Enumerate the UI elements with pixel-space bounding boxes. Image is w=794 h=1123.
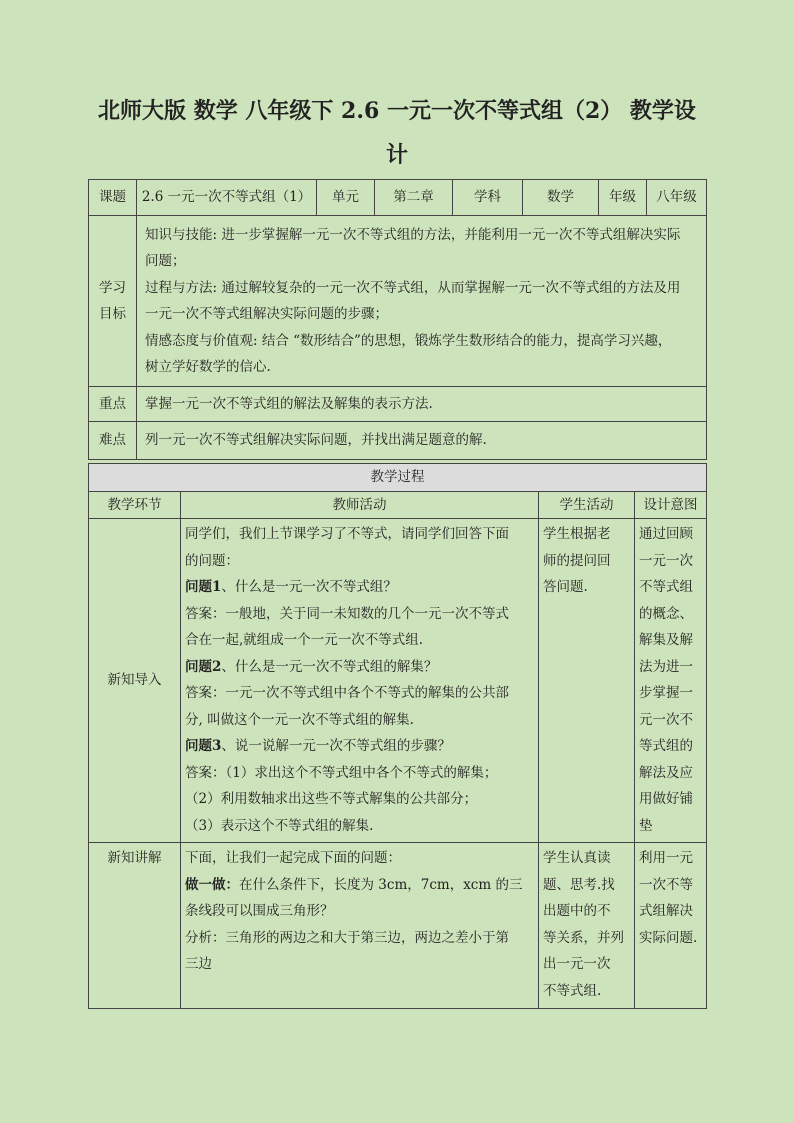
intro-intent: 通过回顾 一元一次 不等式组 的概念、 解集及解 法为进一 步掌握一 元一次不 等式组的 解法及应 用做好铺 垫 xyxy=(635,519,707,843)
unit-value: 第二章 xyxy=(375,180,453,216)
difficulty-row xyxy=(89,422,707,460)
grade-value: 八年级 xyxy=(647,180,707,216)
intro-row xyxy=(89,519,707,843)
column-student: 学生活动 xyxy=(539,491,635,519)
intro-teacher: 同学们，我们上节课学习了不等式，请同学们回答下面 的问题： 问题1、什么是一元一次不等式组？ 答案：一般地，关于同一未知数的几个一元一次不等式 合在一起,就组成一个一元一次不等式组. 问题2、什么是一元一次不等式组的解集？ 答案：一元一次不等式组中各个不等式的解集的公共部 分, 叫做这个一元一次不等式组的解集. 问题3、说一说解一元一次不等式组的步骤？ 答案：（1）求出这个不等式组中各个不等式的解集； （2）利用数轴求出这些不等式解集的公共部分； （3）表示这个不等式组的解集. xyxy=(181,519,539,843)
info-row xyxy=(89,180,707,216)
lecture-student: 学生认真读 题、思考.找 出题中的不 等关系，并列 出一元一次 不等式组. xyxy=(539,843,635,1009)
lecture-intent: 利用一元 一次不等 式组解决 实际问题. xyxy=(635,843,707,1009)
grade-label: 年级 xyxy=(599,180,647,216)
goals-label: 学习 目标 xyxy=(89,216,137,387)
difficulty-label: 难点 xyxy=(89,422,137,460)
column-intent: 设计意图 xyxy=(635,491,707,519)
key-point-text: 掌握一元一次不等式组的解法及解集的表示方法. xyxy=(137,387,707,422)
difficulty-text: 列一元一次不等式组解决实际问题，并找出满足题意的解. xyxy=(137,422,707,460)
lesson-info-table xyxy=(88,179,707,460)
process-header: 教学过程 xyxy=(89,464,707,492)
subject-value: 数学 xyxy=(523,180,599,216)
subject-label: 学科 xyxy=(453,180,523,216)
goals-text: 知识与技能: 进一步掌握解一元一次不等式组的方法，并能利用一元一次不等式组解决实际 问题； 过程与方法: 通过解较复杂的一元一次不等式组，从而掌握解一元一次不等式组的方法及用 一元一次不等式组解决实际问题的步骤； 情感态度与价值观: 结合 “数形结合”的思想，锻炼学生数形结合的能力，提高学习兴趣， 树立学好数学的信心. xyxy=(137,216,707,387)
lecture-stage: 新知讲解 xyxy=(89,843,181,1009)
teaching-process-table xyxy=(88,463,707,1009)
lecture-row xyxy=(89,843,707,1009)
lecture-teacher: 下面，让我们一起完成下面的问题： 做一做：在什么条件下，长度为 3cm，7cm，xcm 的三 条线段可以围成三角形？ 分析：三角形的两边之和大于第三边，两边之差小于第 三边 xyxy=(181,843,539,1009)
intro-stage: 新知导入 xyxy=(89,519,181,843)
intro-student: 学生根据老 师的提问回 答问题. xyxy=(539,519,635,843)
key-point-label: 重点 xyxy=(89,387,137,422)
key-point-row xyxy=(89,387,707,422)
course-value: 2.6 一元一次不等式组（1） xyxy=(137,180,317,216)
page-title-line-2: 计 xyxy=(385,142,408,168)
unit-label: 单元 xyxy=(317,180,375,216)
process-columns-row xyxy=(89,491,707,519)
course-label: 课题 xyxy=(89,180,137,216)
page-title-line-1: 北师大版 数学 八年级下 2.6 一元一次不等式组（2） 教学设 xyxy=(98,98,696,124)
goals-row xyxy=(89,216,707,387)
process-header-row xyxy=(89,464,707,492)
column-stage: 教学环节 xyxy=(89,491,181,519)
column-teacher: 教师活动 xyxy=(181,491,539,519)
